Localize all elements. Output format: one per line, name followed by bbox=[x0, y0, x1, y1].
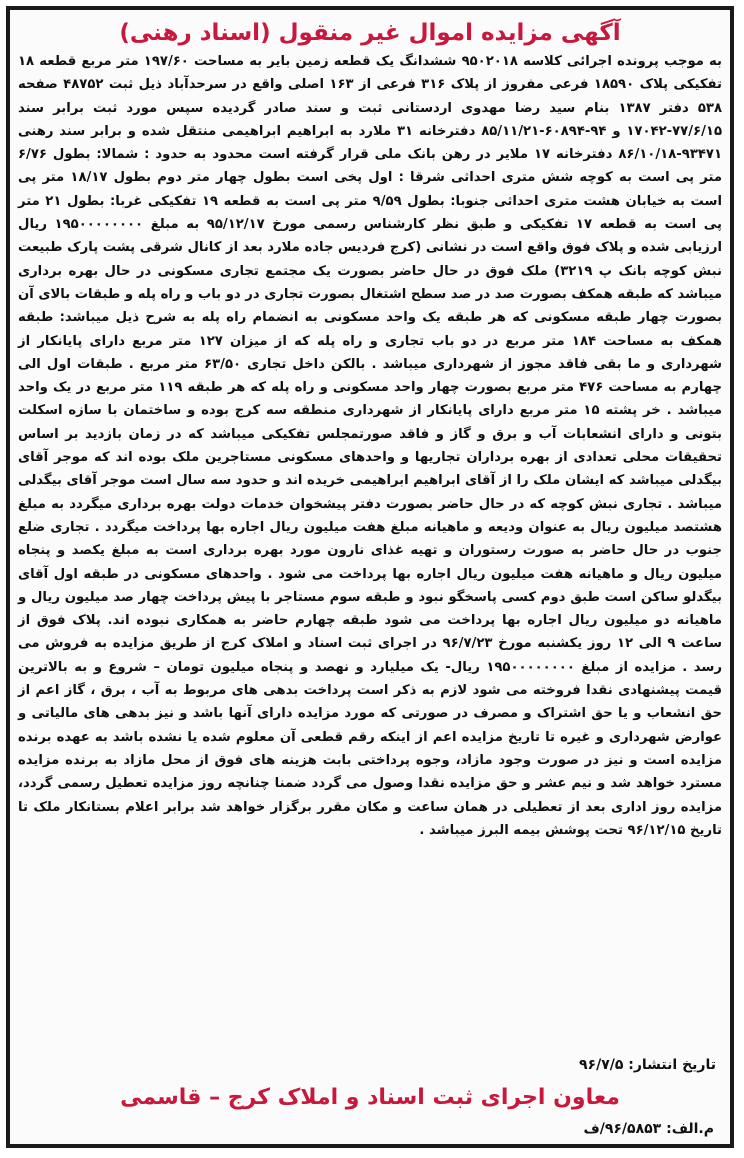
signature: معاون اجرای ثبت اسناد و املاک کرج – قاسمی bbox=[120, 1085, 620, 1110]
reference-code: م.الف: ۹۶/۵۸۵۳/ف bbox=[583, 1121, 714, 1137]
notice-frame bbox=[6, 6, 734, 1148]
publish-date: تاریخ انتشار: ۹۶/۷/۵ bbox=[578, 1057, 716, 1073]
notice-body: به موجب پرونده اجرائی کلاسه ۹۵۰۲۰۱۸ ششدانگ یک قطعه زمین بایر به مساحت ۱۹۷/۶۰ متر مربع قطعه ۱۸ تفکیکی پلاک ۱۸۵۹۰ فرعی مفروز از پلاک ۳۱۶ فرعی از ۱۶۳ اصلی واقع در سرحدآباد ذیل ثبت ۴۸۷۵۲ صفحه ۵۳۸ دفتر ۱۳۸۷ بنام سید رضا مهدوی اردستانی ثبت و سند صادر گردیده سپس مورد ثبت برابر سند ۷۷/۶/۱۵-۱۷۰۴۲ و ۹۴-۶۰۸۹۴-۸۵/۱۱/۲۱ دفترخانه ۳۱ ملارد به ابراهیم ابراهیمی منتقل شده و برابر سند رهنی ۹۳۴۷۱-۸۶/۱۰/۱۸ دفترخانه ۱۷ ملایر در رهن بانک ملی قرار گرفته است محدود به حدود : شمالا: بطول ۶/۷۶ متر پی است به کوچه شش متری احداثی شرقا : اول پخی است بطول چهار متر دوم بطول ۱۸/۱۷ متر پی است به خیابان هشت متری احداثی جنوبا: بطول ۹/۵۹ متر پی است به قطعه ۱۹ تفکیکی غربا: بطول ۲۱ متر پی است به قطعه ۱۷ تفکیکی و طبق نظر کارشناس رسمی مورخ ۹۵/۱۲/۱۷ به مبلغ ۱۹۵۰۰۰۰۰۰۰۰ ریال ارزیابی شده و پلاک فوق واقع است در نشانی (کرج فردیس جاده ملارد بعد از کانال شرقی پشت پارک طبیعت نبش کوچه بانک پ ۳۲۱۹) ملک فوق در حال حاضر بصورت یک مجتمع تجاری مسکونی در حال بهره برداری میباشد که طبقه همکف بصورت صد در صد سطح اشتغال بصورت تجاری در دو باب و راه پله و طبقات بالای آن بصورت چهار طبقه مسکونی که هر طبقه یک واحد مسکونی به انضمام راه پله به شرح ذیل میباشد: طبقه همکف به مساحت ۱۸۴ متر مربع در دو باب تجاری و راه پله که از میزان ۱۲۷ متر مربع دارای پایانکار از شهرداری و ما بقی فاقد مجوز از شهرداری میباشد . بالکن داخل تجاری ۶۳/۵۰ متر مربع . طبقات اول الی چهارم به مساحت ۴۷۶ متر مربع بصورت چهار واحد مسکونی و راه پله که هر طبقه ۱۱۹ متر مربع در یک واحد میباشد . خر پشته ۱۵ متر مربع دارای پایانکار از شهرداری منطقه سه کرج بوده و ساختمان با سازه اسکلت بتونی و دارای انشعابات آب و برق و گاز و فاقد صورتمجلس تفکیکی میباشد که در زمان بازدید بر اساس تحقیقات محلی تعدادی از بهره برداران تجاریها و واحدهای مسکونی مستاجرین ملک بوده اند که موجر آقای بیگدلی میباشد که ایشان ملک را از آقای ابراهیم ابراهیمی خریده اند و حدود سه سال است موجر آقای بیگدلی میباشد . تجاری نبش کوچه که در حال حاضر بصورت دفتر پیشخوان خدمات دولت بهره برداری میگردد به مبلغ هشتصد میلیون ریال به عنوان ودیعه و ماهیانه مبلغ هفت میلیون ریال اجاره بها پرداخت میگردد . تجاری ضلع جنوب در حال حاضر به صورت رستوران و تهیه غذای نارون مورد بهره برداری است به مبلغ یکصد و پنجاه میلیون ریال و ماهیانه هفت میلیون ریال اجاره بها پرداخت می شود . واحدهای مسکونی در طبقه اول آقای بیگدلو ساکن است طبق دوم کسی پاسخگو نبود و طبقه سوم مستاجر با پیش پرداخت چهار صد میلیون ریال و ماهیانه دو میلیون ریال اجاره بها پرداخت می شود طبقه چهارم حاضر به همکاری نبوده اند. پلاک فوق از ساعت ۹ الی ۱۲ روز یکشنبه مورخ ۹۶/۷/۲۳ در اجرای ثبت اسناد و املاک کرج از طریق مزایده به فروش می رسد . مزایده از مبلغ ۱۹۵۰۰۰۰۰۰۰۰ ریال- یک میلیارد و نهصد و پنجاه میلیون تومان – شروع و به بالاترین قیمت پیشنهادی نقدا فروخته می شود لازم به ذکر است پرداخت بدهی های مربوط به آب ، برق ، گاز اعم از حق انشعاب و یا حق اشتراک و مصرف در صورتی که مورد مزایده دارای آنها باشد و نیز بدهی های مالیاتی و عوارض شهرداری و غیره تا تاریخ مزایده اعم از اینکه رقم قطعی آن معلوم شده یا نشده باشد به عهده برنده مزایده است و نیز در صورت وجود مازاد، وجوه پرداختی بابت هزینه های فوق از محل مازاد به برنده مزایده مسترد خواهد شد و نیم عشر و حق مزایده نقدا وصول می گردد ضمنا چنانچه روز مزایده تعطیل رسمی گردد، مزایده روز اداری بعد از تعطیلی در همان ساعت و مکان مقرر برگزار خواهد شد برابر اعلام بستانکار ملک تا تاریخ ۹۶/۱۲/۱۵ تحت پوشش بیمه البرز میباشد . bbox=[18, 54, 723, 838]
notice-title: آگهی مزایده اموال غیر منقول (اسناد رهنی) bbox=[119, 20, 621, 46]
